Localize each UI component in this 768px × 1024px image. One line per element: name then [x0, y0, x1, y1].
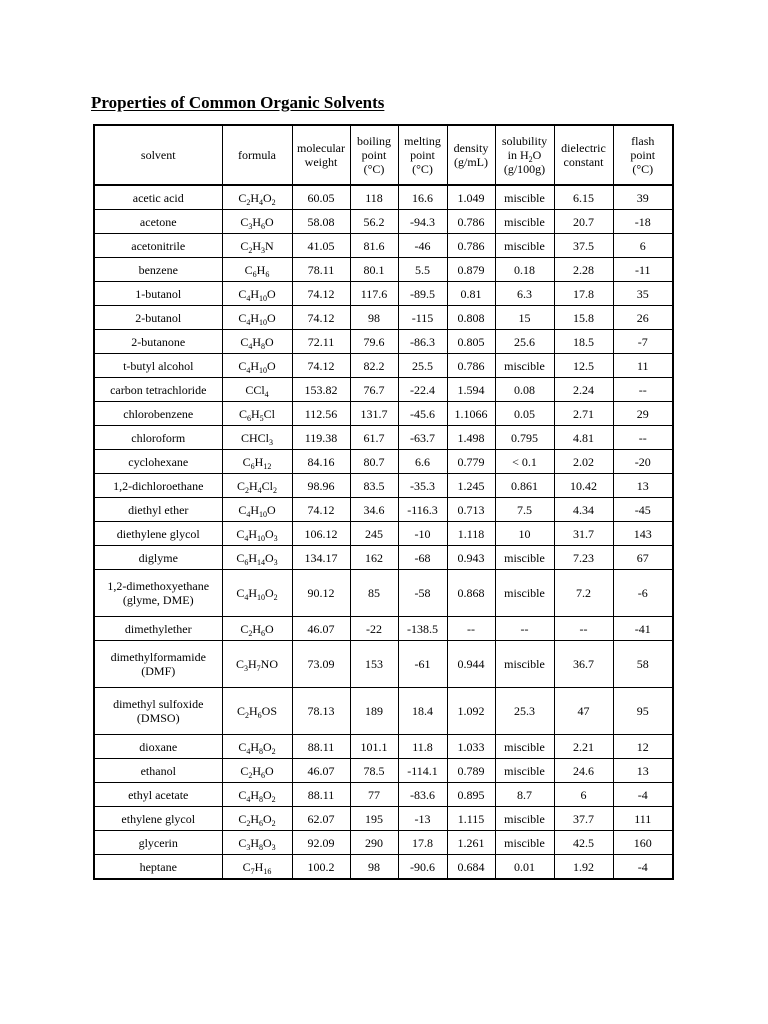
cell-density: 1.049	[447, 185, 495, 210]
cell-formula: CHCl$_3$	[222, 426, 292, 450]
table-row	[94, 306, 673, 330]
cell-solubility: miscible	[495, 807, 554, 831]
cell-density: 1.1066	[447, 402, 495, 426]
cell-solvent: dimethylether	[94, 617, 222, 641]
column-header-line: (g/mL)	[454, 155, 488, 169]
column-header-line: boiling	[356, 134, 391, 148]
cell-solubility: miscible	[495, 546, 554, 570]
cell-mw: 84.16	[292, 450, 350, 474]
cell-formula: $C_2H_3N$	[222, 234, 292, 258]
cell-bp: 80.7	[350, 450, 398, 474]
cell-flash: 95	[613, 688, 673, 735]
cell-mp: 11.8	[398, 735, 447, 759]
cell-bp: 117.6	[350, 282, 398, 306]
cell-bp: 118	[350, 185, 398, 210]
column-header-line: dielectric	[561, 141, 606, 155]
cell-mp: -61	[398, 641, 447, 688]
column-header-line: molecular	[297, 141, 345, 155]
cell-bp: 98	[350, 306, 398, 330]
cell-mp: -35.3	[398, 474, 447, 498]
cell-formula: $C_2H_6OS$	[222, 688, 292, 735]
cell-density: 0.786	[447, 354, 495, 378]
cell-solubility: miscible	[495, 735, 554, 759]
cell-solvent: 1-butanol	[94, 282, 222, 306]
cell-solvent: diethyl ether	[94, 498, 222, 522]
cell-formula: $C_2H_4Cl_2$	[222, 474, 292, 498]
cell-formula: $C_6H_5Cl$	[222, 402, 292, 426]
cell-solvent: dimethyl sulfoxide (DMSO)	[94, 688, 222, 735]
cell-solubility: miscible	[495, 185, 554, 210]
cell-mw: 106.12	[292, 522, 350, 546]
cell-flash: -6	[613, 570, 673, 617]
cell-flash: 58	[613, 641, 673, 688]
cell-solvent: diglyme	[94, 546, 222, 570]
cell-mw: 62.07	[292, 807, 350, 831]
cell-dielectric: 36.7	[554, 641, 613, 688]
cell-density: 0.943	[447, 546, 495, 570]
cell-density: 0.805	[447, 330, 495, 354]
cell-density: 0.786	[447, 210, 495, 234]
cell-formula: $C_4H_{10}O$	[222, 282, 292, 306]
table-row	[94, 831, 673, 855]
cell-formula: $C_6H_{12}$	[222, 450, 292, 474]
cell-mw: 46.07	[292, 617, 350, 641]
cell-solvent: acetone	[94, 210, 222, 234]
cell-mp: -89.5	[398, 282, 447, 306]
column-header-solubility	[495, 125, 554, 185]
table-header-row	[94, 125, 673, 185]
cell-dielectric: 4.81	[554, 426, 613, 450]
table-row	[94, 807, 673, 831]
column-header-bp	[350, 125, 398, 185]
column-header-line: point	[410, 148, 435, 162]
cell-density: 0.684	[447, 855, 495, 880]
cell-mp: 25.5	[398, 354, 447, 378]
cell-mp: -90.6	[398, 855, 447, 880]
table-row	[94, 688, 673, 735]
column-header-line: solvent	[140, 148, 176, 162]
cell-solvent: glycerin	[94, 831, 222, 855]
cell-solubility: 0.18	[495, 258, 554, 282]
cell-dielectric: 18.5	[554, 330, 613, 354]
table-row	[94, 330, 673, 354]
cell-dielectric: 4.34	[554, 498, 613, 522]
cell-bp: 81.6	[350, 234, 398, 258]
cell-formula: $C_7H_{16}$	[222, 855, 292, 880]
cell-mw: 78.13	[292, 688, 350, 735]
cell-flash: 67	[613, 546, 673, 570]
cell-flash: 26	[613, 306, 673, 330]
cell-formula: $C_2H_6O_2$	[222, 807, 292, 831]
cell-solubility: miscible	[495, 641, 554, 688]
cell-dielectric: 12.5	[554, 354, 613, 378]
cell-dielectric: 17.8	[554, 282, 613, 306]
cell-mp: 6.6	[398, 450, 447, 474]
cell-formula: $C_6H_{14}O_3$	[222, 546, 292, 570]
cell-density: 0.895	[447, 783, 495, 807]
cell-density: 0.789	[447, 759, 495, 783]
cell-bp: 290	[350, 831, 398, 855]
cell-solubility: miscible	[495, 570, 554, 617]
cell-mp: -13	[398, 807, 447, 831]
cell-flash: -11	[613, 258, 673, 282]
cell-density: 0.944	[447, 641, 495, 688]
cell-mp: -94.3	[398, 210, 447, 234]
cell-mw: 78.11	[292, 258, 350, 282]
cell-solubility: 25.3	[495, 688, 554, 735]
cell-bp: 34.6	[350, 498, 398, 522]
cell-mp: -86.3	[398, 330, 447, 354]
cell-flash: 11	[613, 354, 673, 378]
cell-solvent: 1,2-dichloroethane	[94, 474, 222, 498]
cell-dielectric: 2.28	[554, 258, 613, 282]
cell-bp: 131.7	[350, 402, 398, 426]
cell-bp: 79.6	[350, 330, 398, 354]
cell-mw: 60.05	[292, 185, 350, 210]
cell-mp: -116.3	[398, 498, 447, 522]
table-row	[94, 354, 673, 378]
cell-flash: -20	[613, 450, 673, 474]
cell-bp: 189	[350, 688, 398, 735]
cell-flash: 39	[613, 185, 673, 210]
cell-bp: 162	[350, 546, 398, 570]
cell-dielectric: 42.5	[554, 831, 613, 855]
table-row	[94, 474, 673, 498]
cell-formula: $C_4H_{10}O_3$	[222, 522, 292, 546]
cell-mw: 72.11	[292, 330, 350, 354]
cell-solubility: 0.01	[495, 855, 554, 880]
column-header-line: (°C)	[412, 162, 433, 176]
column-header-formula	[222, 125, 292, 185]
cell-mp: -83.6	[398, 783, 447, 807]
column-header-line: (°C)	[363, 162, 385, 176]
cell-density: 1.092	[447, 688, 495, 735]
cell-dielectric: 7.2	[554, 570, 613, 617]
cell-mw: 73.09	[292, 641, 350, 688]
cell-bp: 153	[350, 641, 398, 688]
cell-mw: 88.11	[292, 735, 350, 759]
cell-dielectric: 2.02	[554, 450, 613, 474]
cell-mp: -138.5	[398, 617, 447, 641]
cell-formula: $C_2H_6O$	[222, 759, 292, 783]
cell-dielectric: 37.5	[554, 234, 613, 258]
cell-formula: $C_4H_8O$	[222, 330, 292, 354]
cell-solubility: miscible	[495, 210, 554, 234]
cell-mw: 88.11	[292, 783, 350, 807]
cell-mw: 46.07	[292, 759, 350, 783]
cell-density: 1.594	[447, 378, 495, 402]
cell-mw: 153.82	[292, 378, 350, 402]
cell-dielectric: 2.21	[554, 735, 613, 759]
cell-solubility: 25.6	[495, 330, 554, 354]
cell-solubility: 0.05	[495, 402, 554, 426]
cell-flash: -4	[613, 783, 673, 807]
cell-bp: -22	[350, 617, 398, 641]
table-row	[94, 759, 673, 783]
column-header-line: (°C)	[632, 162, 654, 176]
cell-formula: $C_4H_{10}O$	[222, 354, 292, 378]
cell-solubility: 7.5	[495, 498, 554, 522]
cell-bp: 245	[350, 522, 398, 546]
cell-density: 0.879	[447, 258, 495, 282]
cell-dielectric: 7.23	[554, 546, 613, 570]
cell-dielectric: 37.7	[554, 807, 613, 831]
cell-formula: $C_6H_6$	[222, 258, 292, 282]
cell-mw: 41.05	[292, 234, 350, 258]
cell-solvent: acetonitrile	[94, 234, 222, 258]
table-row	[94, 522, 673, 546]
cell-formula: $C_3H_7NO$	[222, 641, 292, 688]
cell-solvent: 1,2-dimethoxyethane (glyme, DME)	[94, 570, 222, 617]
cell-solvent: 2-butanone	[94, 330, 222, 354]
cell-formula: $C_2H_4O_2$	[222, 185, 292, 210]
table-row	[94, 546, 673, 570]
cell-solubility: 6.3	[495, 282, 554, 306]
cell-mp: 18.4	[398, 688, 447, 735]
cell-density: 1.261	[447, 831, 495, 855]
cell-solvent: ethyl acetate	[94, 783, 222, 807]
cell-flash: 29	[613, 402, 673, 426]
cell-flash: 35	[613, 282, 673, 306]
cell-formula: $C_3H_6O$	[222, 210, 292, 234]
cell-mw: 58.08	[292, 210, 350, 234]
column-header-line: constant	[563, 155, 604, 169]
cell-solvent: ethylene glycol	[94, 807, 222, 831]
cell-dielectric: 20.7	[554, 210, 613, 234]
column-header-mp	[398, 125, 447, 185]
solvent-properties-table	[93, 124, 674, 880]
cell-formula: $C_2H_6O$	[222, 617, 292, 641]
cell-dielectric: 31.7	[554, 522, 613, 546]
table-row	[94, 570, 673, 617]
column-header-line: formula	[238, 148, 276, 162]
table-row	[94, 617, 673, 641]
cell-dielectric: 6	[554, 783, 613, 807]
table-row	[94, 378, 673, 402]
column-header-line: point	[361, 148, 387, 162]
cell-flash: -4	[613, 855, 673, 880]
cell-solvent: dioxane	[94, 735, 222, 759]
cell-bp: 82.2	[350, 354, 398, 378]
cell-bp: 101.1	[350, 735, 398, 759]
cell-solubility: miscible	[495, 831, 554, 855]
cell-solvent: carbon tetrachloride	[94, 378, 222, 402]
cell-solubility: 0.08	[495, 378, 554, 402]
column-header-mw	[292, 125, 350, 185]
table-row	[94, 498, 673, 522]
cell-bp: 85	[350, 570, 398, 617]
cell-solvent: diethylene glycol	[94, 522, 222, 546]
cell-solubility: 0.795	[495, 426, 554, 450]
cell-mp: -115	[398, 306, 447, 330]
cell-mp: -10	[398, 522, 447, 546]
cell-flash: 143	[613, 522, 673, 546]
cell-solubility: 0.861	[495, 474, 554, 498]
cell-flash: 111	[613, 807, 673, 831]
table-row	[94, 450, 673, 474]
column-header-line: solubility	[501, 134, 548, 148]
cell-solubility: 15	[495, 306, 554, 330]
cell-mp: 16.6	[398, 185, 447, 210]
cell-dielectric: 2.24	[554, 378, 613, 402]
cell-mp: -46	[398, 234, 447, 258]
cell-solvent: heptane	[94, 855, 222, 880]
cell-mp: 5.5	[398, 258, 447, 282]
cell-density: 0.81	[447, 282, 495, 306]
cell-solvent: t-butyl alcohol	[94, 354, 222, 378]
cell-mp: 17.8	[398, 831, 447, 855]
cell-formula: $C_4H_8O_2$	[222, 735, 292, 759]
cell-mp: -58	[398, 570, 447, 617]
column-header-line: (g/100g)	[503, 162, 546, 176]
column-header-density	[447, 125, 495, 185]
cell-solvent: chlorobenzene	[94, 402, 222, 426]
cell-density: 0.786	[447, 234, 495, 258]
cell-mw: 74.12	[292, 306, 350, 330]
table-row	[94, 234, 673, 258]
cell-solvent: ethanol	[94, 759, 222, 783]
cell-flash: -18	[613, 210, 673, 234]
cell-mp: -68	[398, 546, 447, 570]
cell-dielectric: 10.42	[554, 474, 613, 498]
column-header-line: weight	[304, 155, 338, 169]
cell-density: --	[447, 617, 495, 641]
column-header-line: density	[453, 141, 489, 155]
cell-dielectric: 15.8	[554, 306, 613, 330]
cell-solubility: miscible	[495, 354, 554, 378]
cell-flash: 160	[613, 831, 673, 855]
cell-formula: $C_4H_{10}O$	[222, 498, 292, 522]
cell-density: 0.808	[447, 306, 495, 330]
cell-mw: 92.09	[292, 831, 350, 855]
table-row	[94, 210, 673, 234]
cell-solvent: dimethylformamide (DMF)	[94, 641, 222, 688]
table-row	[94, 735, 673, 759]
cell-density: 1.033	[447, 735, 495, 759]
cell-solubility: 10	[495, 522, 554, 546]
cell-mw: 112.56	[292, 402, 350, 426]
column-header-dielectric	[554, 125, 613, 185]
cell-mw: 90.12	[292, 570, 350, 617]
table-body	[94, 185, 673, 879]
cell-mw: 100.2	[292, 855, 350, 880]
cell-flash: 13	[613, 474, 673, 498]
cell-dielectric: 1.92	[554, 855, 613, 880]
cell-bp: 56.2	[350, 210, 398, 234]
cell-dielectric: 24.6	[554, 759, 613, 783]
cell-mw: 119.38	[292, 426, 350, 450]
table-row	[94, 258, 673, 282]
cell-bp: 98	[350, 855, 398, 880]
cell-mp: -22.4	[398, 378, 447, 402]
table-row	[94, 426, 673, 450]
cell-mw: 74.12	[292, 282, 350, 306]
column-header-line: flash	[631, 134, 655, 148]
table-row	[94, 185, 673, 210]
cell-formula: CCl$_4$	[222, 378, 292, 402]
cell-solvent: benzene	[94, 258, 222, 282]
cell-bp: 83.5	[350, 474, 398, 498]
cell-bp: 78.5	[350, 759, 398, 783]
cell-flash: 6	[613, 234, 673, 258]
cell-density: 0.868	[447, 570, 495, 617]
cell-bp: 80.1	[350, 258, 398, 282]
cell-bp: 76.7	[350, 378, 398, 402]
page-title: Properties of Common Organic Solvents	[91, 93, 385, 112]
table-row	[94, 783, 673, 807]
cell-mw: 74.12	[292, 354, 350, 378]
cell-density: 1.118	[447, 522, 495, 546]
table-row	[94, 402, 673, 426]
cell-flash: 13	[613, 759, 673, 783]
cell-dielectric: 47	[554, 688, 613, 735]
cell-solvent: acetic acid	[94, 185, 222, 210]
cell-density: 0.779	[447, 450, 495, 474]
cell-dielectric: --	[554, 617, 613, 641]
cell-flash: 12	[613, 735, 673, 759]
cell-bp: 195	[350, 807, 398, 831]
column-header-line: melting	[404, 134, 441, 148]
cell-solubility: --	[495, 617, 554, 641]
cell-flash: --	[613, 378, 673, 402]
cell-solvent: chloroform	[94, 426, 222, 450]
column-header-line: point	[630, 148, 656, 162]
column-header-solvent	[94, 125, 222, 185]
cell-dielectric: 6.15	[554, 185, 613, 210]
cell-flash: -7	[613, 330, 673, 354]
cell-flash: -45	[613, 498, 673, 522]
table-row	[94, 855, 673, 880]
cell-density: 0.713	[447, 498, 495, 522]
table-row	[94, 641, 673, 688]
cell-solubility: miscible	[495, 234, 554, 258]
cell-mw: 134.17	[292, 546, 350, 570]
cell-formula: $C_4H_{10}O_2$	[222, 570, 292, 617]
cell-bp: 77	[350, 783, 398, 807]
cell-flash: --	[613, 426, 673, 450]
cell-mp: -45.6	[398, 402, 447, 426]
cell-mp: -63.7	[398, 426, 447, 450]
cell-solubility: 8.7	[495, 783, 554, 807]
cell-density: 1.245	[447, 474, 495, 498]
cell-mw: 98.96	[292, 474, 350, 498]
cell-solubility: miscible	[495, 759, 554, 783]
cell-formula: $C_4H_{10}O$	[222, 306, 292, 330]
table-row	[94, 282, 673, 306]
cell-mw: 74.12	[292, 498, 350, 522]
cell-solvent: 2-butanol	[94, 306, 222, 330]
cell-dielectric: 2.71	[554, 402, 613, 426]
cell-formula: $C_3H_8O_3$	[222, 831, 292, 855]
cell-mp: -114.1	[398, 759, 447, 783]
column-header-line: in $H_2O$	[507, 148, 542, 164]
cell-flash: -41	[613, 617, 673, 641]
cell-formula: $C_4H_8O_2$	[222, 783, 292, 807]
column-header-flash	[613, 125, 673, 185]
cell-solubility: < 0.1	[495, 450, 554, 474]
cell-bp: 61.7	[350, 426, 398, 450]
cell-density: 1.498	[447, 426, 495, 450]
cell-solvent: cyclohexane	[94, 450, 222, 474]
cell-density: 1.115	[447, 807, 495, 831]
